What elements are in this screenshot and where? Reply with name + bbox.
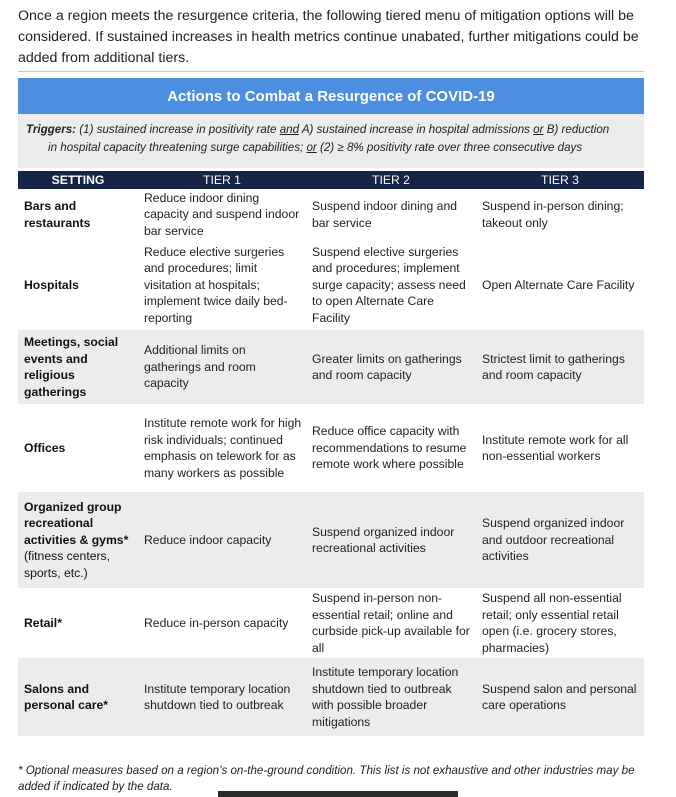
setting-cell: Salons and personal care* <box>18 658 138 736</box>
setting-note: (fitness centers, sports, etc.) <box>24 549 111 580</box>
tier1-cell: Reduce in-person capacity <box>144 615 289 630</box>
triggers-line-2 <box>26 139 636 157</box>
tier2-cell: Suspend elective surgeries and procedures; implement surge capacity; assess need to open Alternate Care Facility <box>312 244 466 325</box>
tier1-cell: Institute remote work for high risk individuals; continued emphasis on telework for as many workers as possible <box>144 416 302 480</box>
triggers-or: or <box>306 141 317 154</box>
setting-name: Organized group recreational activities & gyms* <box>24 499 129 547</box>
tier2-cell: Institute temporary location shutdown tied to outbreak with possible broader mitigations <box>306 658 476 736</box>
tier1-cell: Additional limits on gatherings and room capacity <box>138 330 306 404</box>
setting-cell: Bars and restaurants <box>24 199 91 230</box>
tier3-cell: Suspend organized indoor and outdoor recreational activities <box>476 492 644 588</box>
triggers-part: B) reduction <box>543 123 610 136</box>
tier1-cell: Reduce indoor capacity <box>138 492 306 588</box>
setting-cell: Meetings, social events and religious gatherings <box>18 330 138 404</box>
setting-cell: Offices <box>24 440 66 455</box>
tier2-cell: Suspend in-person non-essential retail; online and curbside pick-up available for all <box>312 591 470 655</box>
tier2-cell: Reduce office capacity with recommendations to resume remote work where possible <box>312 424 467 472</box>
tier1-cell: Institute temporary location shutdown tied to outbreak <box>138 658 306 736</box>
triggers-part: in hospital capacity threatening surge capabilities; <box>48 141 307 154</box>
setting-cell <box>18 492 138 588</box>
setting-cell: Retail* <box>24 615 62 630</box>
header-tier-3: TIER 3 <box>476 171 644 189</box>
table-row <box>18 588 644 658</box>
setting-cell: Hospitals <box>24 277 79 292</box>
table-row <box>18 189 644 240</box>
tier3-cell: Open Alternate Care Facility <box>482 277 635 292</box>
table-row <box>18 658 644 736</box>
tier2-cell: Greater limits on gatherings and room capacity <box>306 330 476 404</box>
tier3-cell: Institute remote work for all non-essential workers <box>482 432 629 463</box>
triggers-label: Triggers: <box>26 123 77 136</box>
table-row <box>18 330 644 404</box>
tier1-cell: Reduce elective surgeries and procedures; limit visitation at hospitals; implement twice daily bed-reporting <box>144 244 288 325</box>
table-header-row <box>18 171 644 189</box>
tier2-cell: Suspend indoor dining and bar service <box>312 199 458 230</box>
scroll-indicator-bar[interactable] <box>218 791 458 797</box>
tier2-cell: Suspend organized indoor recreational activities <box>306 492 476 588</box>
triggers-line-1 <box>26 121 636 139</box>
header-tier-2: TIER 2 <box>306 171 476 189</box>
table-row <box>18 404 644 492</box>
tier1-cell: Reduce indoor dining capacity and suspend indoor bar service <box>144 190 300 238</box>
triggers-and: and <box>279 123 300 136</box>
tier3-cell: Strictest limit to gatherings and room capacity <box>476 330 644 404</box>
footnote: * Optional measures based on a region’s on-the-ground condition. This list is not exhaustive and other industries may be added if indicated by the data. <box>18 764 635 793</box>
triggers-text <box>26 121 636 157</box>
triggers-part: A) sustained increase in hospital admissions <box>299 123 534 136</box>
tier3-cell: Suspend salon and personal care operations <box>476 658 644 736</box>
table-row <box>18 492 644 588</box>
header-setting: SETTING <box>18 171 138 189</box>
triggers-or: or <box>533 123 544 136</box>
table-title-banner: Actions to Combat a Resurgence of COVID-19 <box>18 78 644 114</box>
intro-paragraph: Once a region meets the resurgence criteria, the following tiered menu of mitigation options will be considered. If sustained increases in health metrics continue unabated, further mitigations could be added from additional tiers. <box>18 8 639 66</box>
table-row <box>18 240 644 330</box>
triggers-part: (2) ≥ 8% positivity rate over three consecutive days <box>316 141 583 154</box>
triggers-part: (1) sustained increase in positivity rate <box>76 123 280 136</box>
tier3-cell: Suspend in-person dining; takeout only <box>482 199 624 230</box>
tier3-cell: Suspend all non-essential retail; only essential retail open (i.e. grocery stores, pharmacies) <box>482 591 622 655</box>
mitigation-table <box>18 171 644 736</box>
header-tier-1: TIER 1 <box>138 171 306 189</box>
divider <box>18 71 644 72</box>
